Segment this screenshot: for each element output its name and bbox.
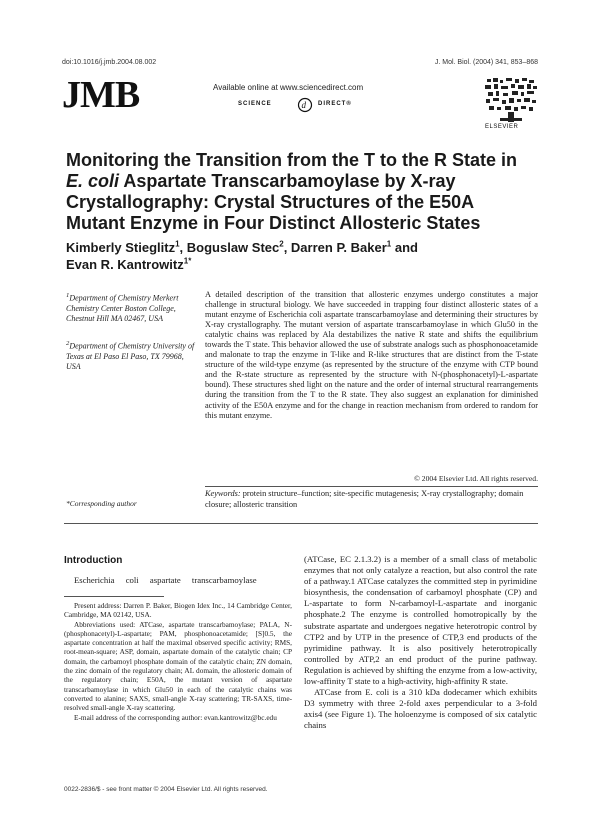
- author-sep: ,: [179, 240, 187, 255]
- elsevier-tree-logo: [482, 76, 540, 124]
- title-species: E. coli: [66, 171, 120, 191]
- author: [291, 240, 418, 255]
- author-sep: and: [391, 240, 418, 255]
- author-sep: ,: [283, 240, 291, 255]
- keywords-text: protein structure–function; site-specific mutagenesis; X-ray crystallography; domain closure; allosteric transition: [205, 489, 524, 509]
- title-line: [66, 171, 546, 192]
- doi-label: doi:10.1016/j.jmb.2004.08.002: [62, 59, 157, 66]
- sciencedirect-mark-icon: [296, 97, 314, 113]
- keywords-label: Keywords:: [205, 489, 241, 498]
- author-name: Boguslaw Stec: [186, 240, 280, 255]
- journal-reference: J. Mol. Biol. (2004) 341, 853–868: [434, 59, 538, 66]
- title-line: Monitoring the Transition from the T to the R State in: [66, 150, 517, 170]
- title-line: Crystallography: Crystal Structures of the E50A: [66, 192, 475, 212]
- available-online-text: Available online at www.sciencedirect.com: [213, 83, 364, 92]
- footnotes: [64, 601, 292, 722]
- author: [187, 240, 291, 255]
- author-sup: 1*: [183, 256, 192, 266]
- header-divider: [64, 523, 538, 524]
- copyright-notice: © 2004 Elsevier Ltd. All rights reserved.: [414, 474, 538, 483]
- sciencedirect-logo: [238, 97, 378, 113]
- body-paragraph: ATCase from E. coli is a 310 kDa dodecamer which exhibits D3 symmetry with three 2-fold axes perpendicular to a 3-fold axis4 (see Figure 1). The holoenzyme is composed of six catalytic chains: [304, 687, 537, 731]
- affiliation-sup: 2: [66, 340, 70, 347]
- article-title: [66, 150, 546, 234]
- section-heading-introduction: Introduction: [64, 555, 123, 566]
- page-footer: 0022-2836/$ - see front matter © 2004 Elsevier Ltd. All rights reserved.: [64, 786, 268, 793]
- sciencedirect-right: DIRECT®: [318, 101, 352, 107]
- author-sup: 1: [175, 239, 180, 249]
- journal-logo: JMB: [62, 74, 140, 116]
- intro-right-column: [304, 554, 537, 732]
- publisher-name: ELSEVIER: [485, 124, 519, 130]
- title-line-rest: Aspartate Transcarbamoylase by X-ray: [119, 171, 456, 191]
- abstract: A detailed description of the transition that allosteric enzymes undergo constitutes a major challenge in structural biology. We have succeeded in trapping four distinct allosteric states of a mutant enzyme of Escherichia coli aspartate transcarbamoylase and determining their structures by X-ray crystallography. The mutant version of aspartate transcarbamoylase in which Glu50 in the catalytic chains was replaced by Ala destabilizes the native R state and shifts the equilibrium towards the T state. This behavior allowed the use of substrate analogs such as phosphonoacetamide and malonate to trap the enzyme in T-like and R-like structures that are distinct from the T-state structure of the wild-type enzyme (as represented by the structure of the enzyme with CTP bound and the R-state structure as represented by the structure with N-(phosphonacetyl)-L-aspartate bound). These structures shed light on the nature and the order of internal structural rearrangements during the transition from the T to the R state. They also suggest an explanation for diminished activity of the E50A enzyme and for the change in reaction mechanism from ordered to random for this mutant enzyme.: [205, 290, 538, 420]
- intro-first-line: [64, 575, 292, 586]
- author: [66, 240, 187, 255]
- affiliation-1: [66, 291, 196, 324]
- author-sup: 2: [279, 239, 284, 249]
- author-name: Evan R. Kantrowitz: [66, 256, 184, 272]
- footnote-present-address: Present address: Darren P. Baker, Biogen Idex Inc., 14 Cambridge Center, Cambridge, MA 02142, USA.: [64, 601, 292, 620]
- author-sup: 1: [386, 239, 392, 249]
- affiliation-text: Department of Chemistry Merkert Chemistry Center Boston College, Chestnut Hill MA 02467, USA: [66, 293, 179, 323]
- keywords: [205, 489, 538, 510]
- affiliation-2: [66, 339, 196, 372]
- author-name: Kimberly Stieglitz: [66, 240, 176, 255]
- corresponding-author-note: *Corresponding author: [66, 499, 137, 508]
- intro-first-line-text: Escherichia coli aspartate transcarbamoylase: [74, 575, 257, 585]
- keywords-divider: [205, 486, 538, 487]
- sciencedirect-left: SCIENCE: [238, 101, 272, 107]
- body-paragraph: (ATCase, EC 2.1.3.2) is a member of a small class of metabolic enzymes that not only catalyze a reaction, but also control the rate of a pathway.1 ATCase catalyzes the committed step in pyrimidine biosynthesis, the condensation of carbamoyl phosphate (CP) and L-aspartate to form N-carbamoyl-L-aspartate and inorganic phosphate.2 The enzyme is controlled homotropically by the substrate aspartate and undergoes negative heterotropic control by CTP2 and by UTP in the presence of CTP,3 end products of the pyrimidine pathway. It is also positively heterotropically controlled by ATP,2 an end product of the purine pathway. Regulation is achieved by shifting the enzyme from a low-activity, low-affinity T state to a high-activity, high-affinity R state.: [304, 554, 537, 687]
- footnote-email: E-mail address of the corresponding author: evan.kantrowitz@bc.edu: [74, 712, 277, 722]
- svg-text:d: d: [301, 100, 306, 110]
- footnote-abbreviations: Abbreviations used: ATCase, aspartate transcarbamoylase; PALA, N-(phosphonacetyl)-L-aspartate; PAM, phosphonoacetamide; [S]0.5, the aspartate concentration at half the maximal observed specific activity; RMS, root-mean-square; ASP, domain, aspartate domain of the catalytic chain; CP domain, the carbamoyl phosphate domain of the catalytic chain; ZN domain, the zinc domain of the regulatory chain; AL domain, the allosteric domain of the regulatory chain; E50A, the mutant version of aspartate transcarbamoylase in which Glu50 in each of the catalytic chains was converted to alanine; SAXS, small-angle X-ray scattering; TR-SAXS, time-resolved small-angle X-ray scattering.: [64, 619, 292, 713]
- affiliation-sup: 1: [66, 292, 70, 299]
- title-line: Mutant Enzyme in Four Distinct Allosteric States: [66, 213, 481, 233]
- author-list: [66, 240, 546, 273]
- author: [66, 257, 191, 272]
- affiliation-text: Department of Chemistry University of Texas at El Paso El Paso, TX 79968, USA: [66, 341, 195, 371]
- author-name: Darren P. Baker: [290, 240, 387, 255]
- footnote-divider: [64, 596, 164, 597]
